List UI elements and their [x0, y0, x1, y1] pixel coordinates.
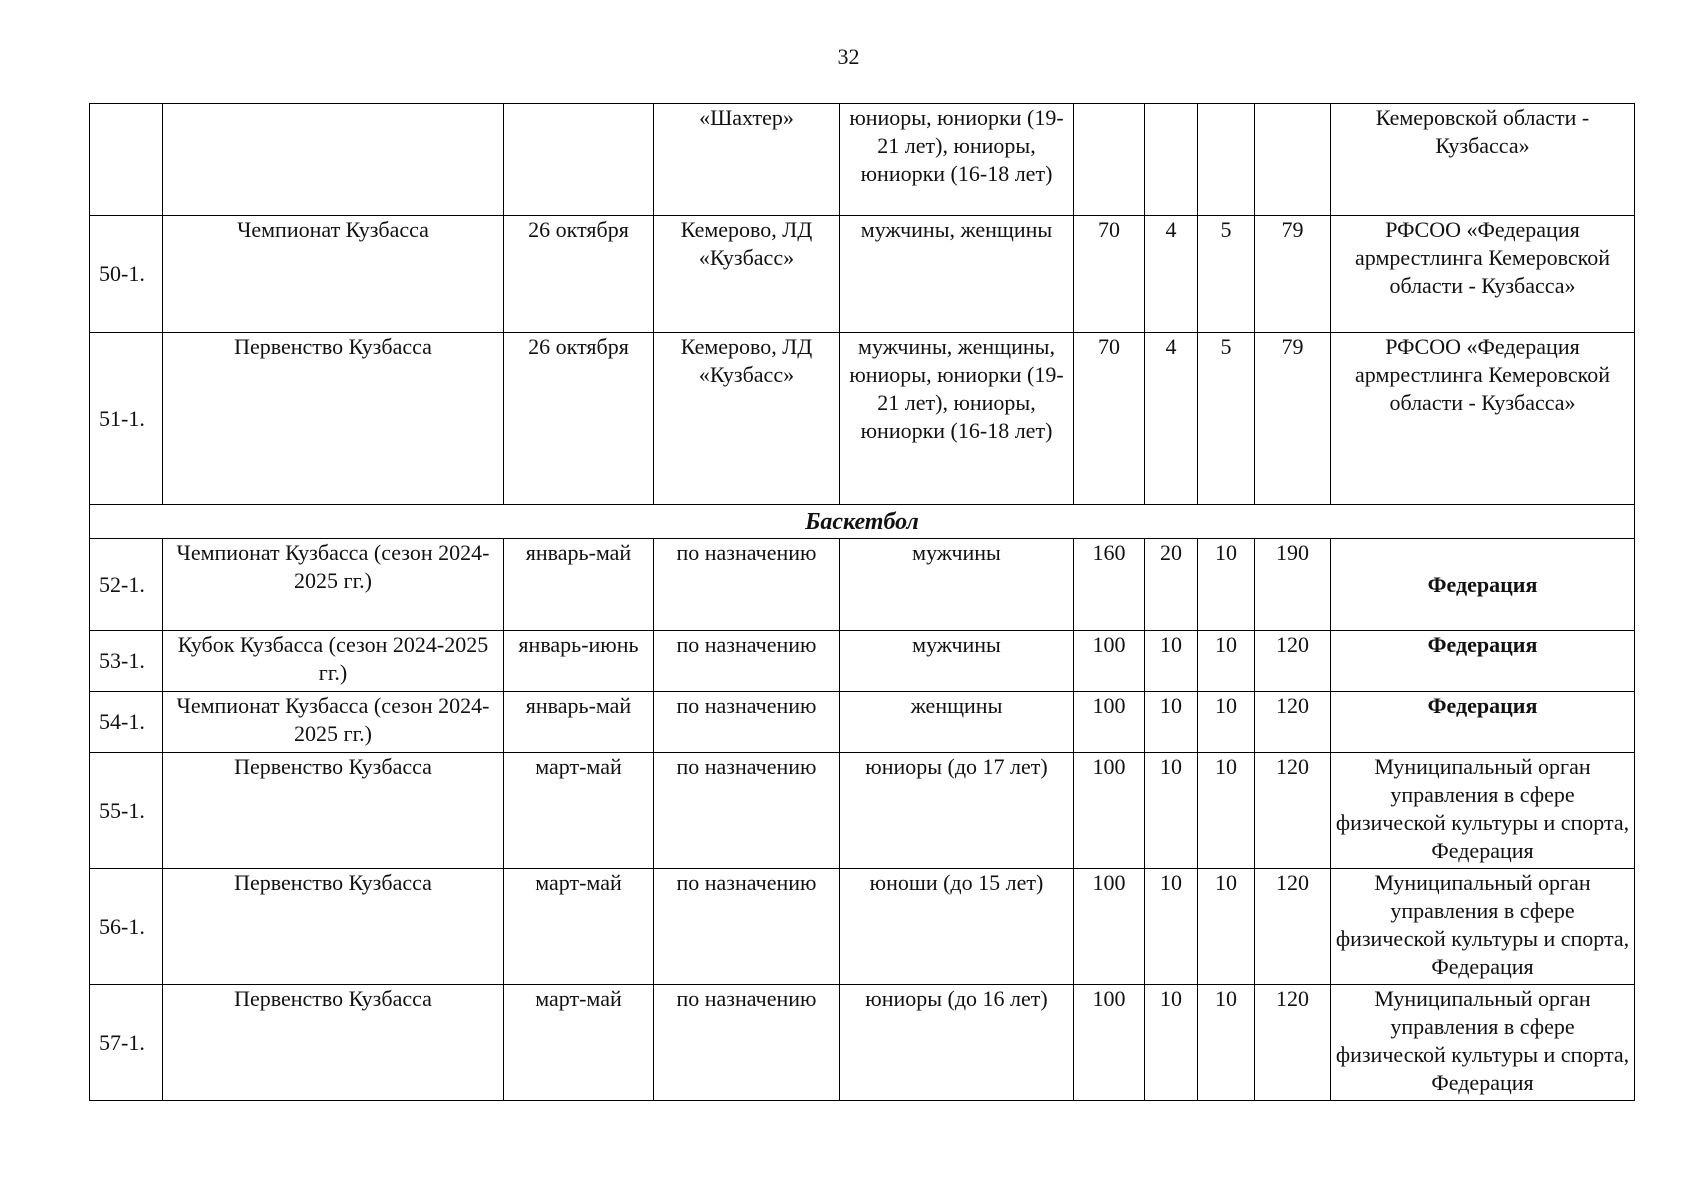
- count-c: 5: [1198, 333, 1255, 505]
- count-total: 79: [1255, 216, 1331, 333]
- count-total: 120: [1255, 985, 1331, 1101]
- count-b: 4: [1145, 216, 1198, 333]
- count-c: 10: [1198, 631, 1255, 692]
- row-number: 53-1.: [90, 631, 163, 692]
- event-dates: [504, 104, 654, 216]
- row-number: 52-1.: [90, 539, 163, 631]
- event-name: Первенство Кузбасса: [163, 753, 504, 869]
- count-total: 79: [1255, 333, 1331, 505]
- event-dates: январь-июнь: [504, 631, 654, 692]
- event-name: Первенство Кузбасса: [163, 333, 504, 505]
- table-row: [90, 753, 1635, 869]
- event-dates: январь-май: [504, 692, 654, 753]
- count-a: [1074, 104, 1145, 216]
- count-b: 10: [1145, 692, 1198, 753]
- table-row: [90, 631, 1635, 692]
- event-organizer: Муниципальный орган управления в сфере физической культуры и спорта, Федерация: [1331, 985, 1635, 1101]
- row-number: 50-1.: [90, 216, 163, 333]
- event-organizer: Федерация: [1331, 631, 1635, 692]
- event-name: Чемпионат Кузбасса: [163, 216, 504, 333]
- event-organizer: Федерация: [1331, 539, 1635, 631]
- event-participants: юноши (до 15 лет): [840, 869, 1074, 985]
- event-organizer: Федерация: [1331, 692, 1635, 753]
- table-row: [90, 539, 1635, 631]
- count-a: 70: [1074, 333, 1145, 505]
- event-participants: мужчины: [840, 631, 1074, 692]
- event-name: Чемпионат Кузбасса (сезон 2024-2025 гг.): [163, 692, 504, 753]
- table-row: [90, 333, 1635, 505]
- table-row: [90, 692, 1635, 753]
- count-b: [1145, 104, 1198, 216]
- count-b: 10: [1145, 631, 1198, 692]
- count-c: 10: [1198, 692, 1255, 753]
- count-total: 120: [1255, 753, 1331, 869]
- table-row: [90, 104, 1635, 216]
- table-row: [90, 985, 1635, 1101]
- event-organizer: РФСОО «Федерация армрестлинга Кемеровской области - Кузбасса»: [1331, 216, 1635, 333]
- event-participants: юниоры, юниорки (19-21 лет), юниоры, юниорки (16-18 лет): [840, 104, 1074, 216]
- table-row: [90, 216, 1635, 333]
- event-organizer: Муниципальный орган управления в сфере физической культуры и спорта, Федерация: [1331, 753, 1635, 869]
- event-venue: по назначению: [654, 869, 840, 985]
- table-row: [90, 869, 1635, 985]
- row-number: 56-1.: [90, 869, 163, 985]
- count-c: [1198, 104, 1255, 216]
- count-c: 10: [1198, 539, 1255, 631]
- event-name: Первенство Кузбасса: [163, 869, 504, 985]
- row-number: 57-1.: [90, 985, 163, 1101]
- event-participants: мужчины: [840, 539, 1074, 631]
- event-venue: по назначению: [654, 753, 840, 869]
- count-c: 5: [1198, 216, 1255, 333]
- row-number: 51-1.: [90, 333, 163, 505]
- event-participants: женщины: [840, 692, 1074, 753]
- event-dates: март-май: [504, 869, 654, 985]
- event-venue: по назначению: [654, 539, 840, 631]
- event-organizer: РФСОО «Федерация армрестлинга Кемеровской области - Кузбасса»: [1331, 333, 1635, 505]
- event-venue: Кемерово, ЛД «Кузбасс»: [654, 216, 840, 333]
- count-total: [1255, 104, 1331, 216]
- row-number: 54-1.: [90, 692, 163, 753]
- event-participants: мужчины, женщины, юниоры, юниорки (19-21 лет), юниоры, юниорки (16-18 лет): [840, 333, 1074, 505]
- event-venue: «Шахтер»: [654, 104, 840, 216]
- count-a: 160: [1074, 539, 1145, 631]
- count-a: 100: [1074, 631, 1145, 692]
- count-b: 10: [1145, 753, 1198, 869]
- event-dates: 26 октября: [504, 216, 654, 333]
- count-a: 100: [1074, 692, 1145, 753]
- event-dates: январь-май: [504, 539, 654, 631]
- page-number: 32: [837, 44, 860, 69]
- event-organizer: Муниципальный орган управления в сфере физической культуры и спорта, Федерация: [1331, 869, 1635, 985]
- event-dates: март-май: [504, 753, 654, 869]
- event-participants: мужчины, женщины: [840, 216, 1074, 333]
- event-participants: юниоры (до 16 лет): [840, 985, 1074, 1101]
- count-c: 10: [1198, 985, 1255, 1101]
- count-total: 120: [1255, 869, 1331, 985]
- section-row: [90, 505, 1635, 539]
- events-table: [89, 103, 1635, 1101]
- event-name: [163, 104, 504, 216]
- count-a: 100: [1074, 869, 1145, 985]
- count-a: 100: [1074, 985, 1145, 1101]
- count-c: 10: [1198, 753, 1255, 869]
- count-total: 190: [1255, 539, 1331, 631]
- section-title: Баскетбол: [90, 505, 1635, 539]
- count-a: 70: [1074, 216, 1145, 333]
- event-name: Первенство Кузбасса: [163, 985, 504, 1101]
- event-organizer: Кемеровской области - Кузбасса»: [1331, 104, 1635, 216]
- row-number: [90, 104, 163, 216]
- count-c: 10: [1198, 869, 1255, 985]
- event-dates: 26 октября: [504, 333, 654, 505]
- count-b: 20: [1145, 539, 1198, 631]
- event-name: Кубок Кузбасса (сезон 2024-2025 гг.): [163, 631, 504, 692]
- event-venue: по назначению: [654, 631, 840, 692]
- event-venue: Кемерово, ЛД «Кузбасс»: [654, 333, 840, 505]
- count-b: 10: [1145, 985, 1198, 1101]
- event-dates: март-май: [504, 985, 654, 1101]
- event-name: Чемпионат Кузбасса (сезон 2024-2025 гг.): [163, 539, 504, 631]
- event-venue: по назначению: [654, 985, 840, 1101]
- event-venue: по назначению: [654, 692, 840, 753]
- count-total: 120: [1255, 692, 1331, 753]
- count-a: 100: [1074, 753, 1145, 869]
- row-number: 55-1.: [90, 753, 163, 869]
- count-b: 4: [1145, 333, 1198, 505]
- count-b: 10: [1145, 869, 1198, 985]
- count-total: 120: [1255, 631, 1331, 692]
- event-participants: юниоры (до 17 лет): [840, 753, 1074, 869]
